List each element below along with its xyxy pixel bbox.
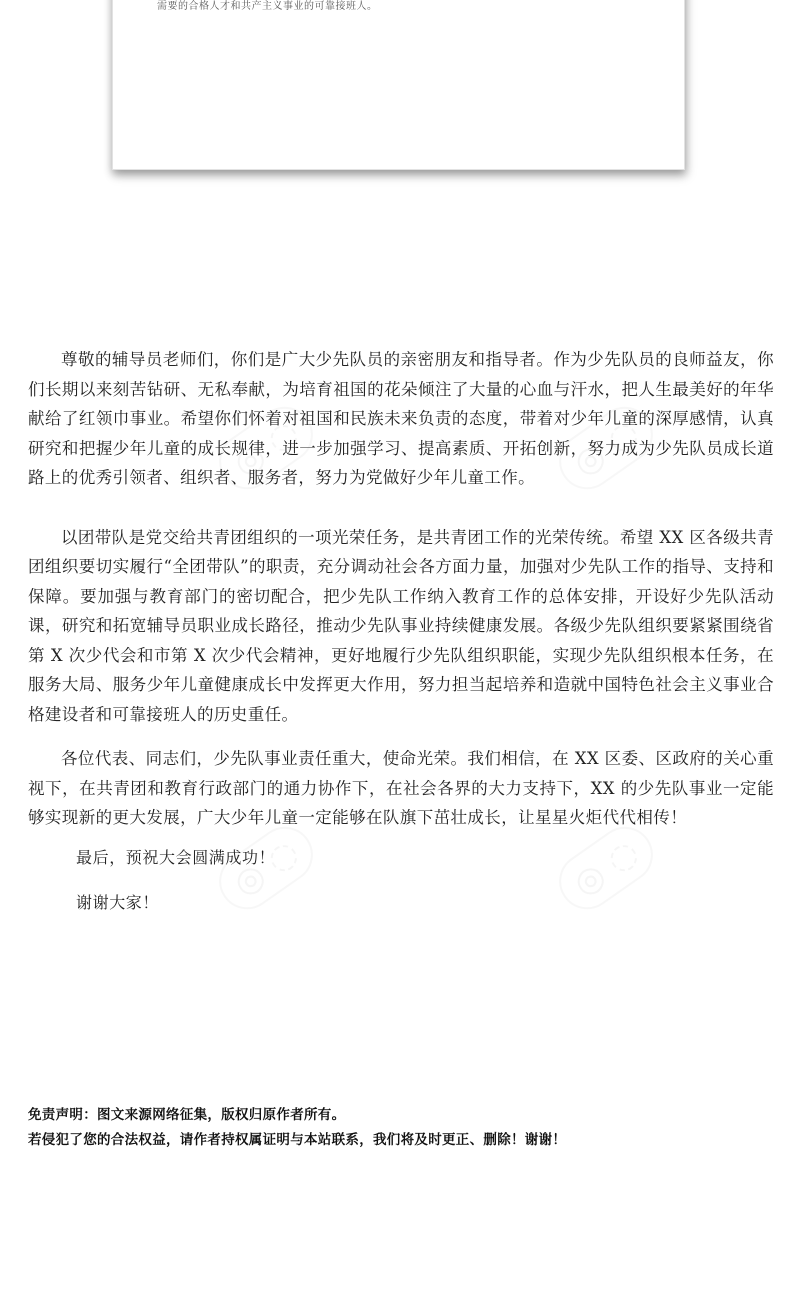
watermark-icon: ◎ ◌ — [548, 816, 664, 920]
watermark-icon: ◎ ◌ — [548, 396, 664, 500]
preview-snippet: 需要的合格人才和共产主义事业的可靠接班人。 — [157, 1, 378, 12]
paragraph-delegates: 各位代表、同志们，少先队事业责任重大，使命光荣。我们相信，在 XX 区委、区政府的关心重视下，在共青团和教育行政部门的通力协作下，在社会各界的大力支持下，XX 的少先队事业一定能够实现新的更大发展，广大少年儿童一定能够在队旗下茁壮成长，让星星火炬代代相传！ — [28, 749, 774, 827]
closing-wish: 最后，预祝大会圆满成功！ — [76, 847, 276, 867]
paragraph-counselors: 尊敬的辅导员老师们，你们是广大少先队员的亲密朋友和指导者。作为少先队员的良师益友，你们长期以来刻苦钻研、无私奉献，为培育祖国的花朵倾注了大量的心血与汗水，把人生最美好的年华献给了红领巾事业。希望你们怀着对祖国和民族未来负责的态度，带着对少年儿童的深厚感情，认真研究和把握少年儿童的成长规律，进一步加强学习、提高素质、开拓创新，努力成为少先队员成长道路上的优秀引领者、组织者、服务者，努力为党做好少年儿童工作。 — [28, 350, 774, 487]
article-body — [28, 345, 774, 914]
disclaimer-line-2: 若侵犯了您的合法权益，请作者持权属证明与本站联系，我们将及时更正、删除！谢谢！ — [28, 1132, 567, 1148]
watermark-icon: ◎ ◌ — [208, 396, 324, 500]
closing-thanks: 谢谢大家！ — [76, 892, 160, 912]
document-preview-card — [112, 0, 685, 170]
disclaimer-line-1: 免责声明：图文来源网络征集，版权归原作者所有。 — [28, 1107, 346, 1123]
paragraph-youth-league: 以团带队是党交给共青团组织的一项光荣任务，是共青团工作的光荣传统。希望 XX 区各级共青团组织要切实履行“全团带队”的职责，充分调动社会各方面力量，加强对少先队工作的指导、支持和保障。要加强与教育部门的密切配合，把少先队工作纳入教育工作的总体安排，开设好少先队活动课，研究和拓宽辅导员职业成长路径，推动少先队事业持续健康发展。各级少先队组织要紧紧围绕省第 X 次少代会和市第 X 次少代会精神，更好地履行少先队组织职能，实现少先队组织根本任务，在服务大局、服务少年儿童健康成长中发挥更大作用，努力担当起培养和造就中国特色社会主义事业合格建设者和可靠接班人的历史重任。 — [28, 527, 774, 724]
watermark-icon: ◎ ◌ — [208, 816, 324, 920]
disclaimer — [28, 1103, 788, 1153]
